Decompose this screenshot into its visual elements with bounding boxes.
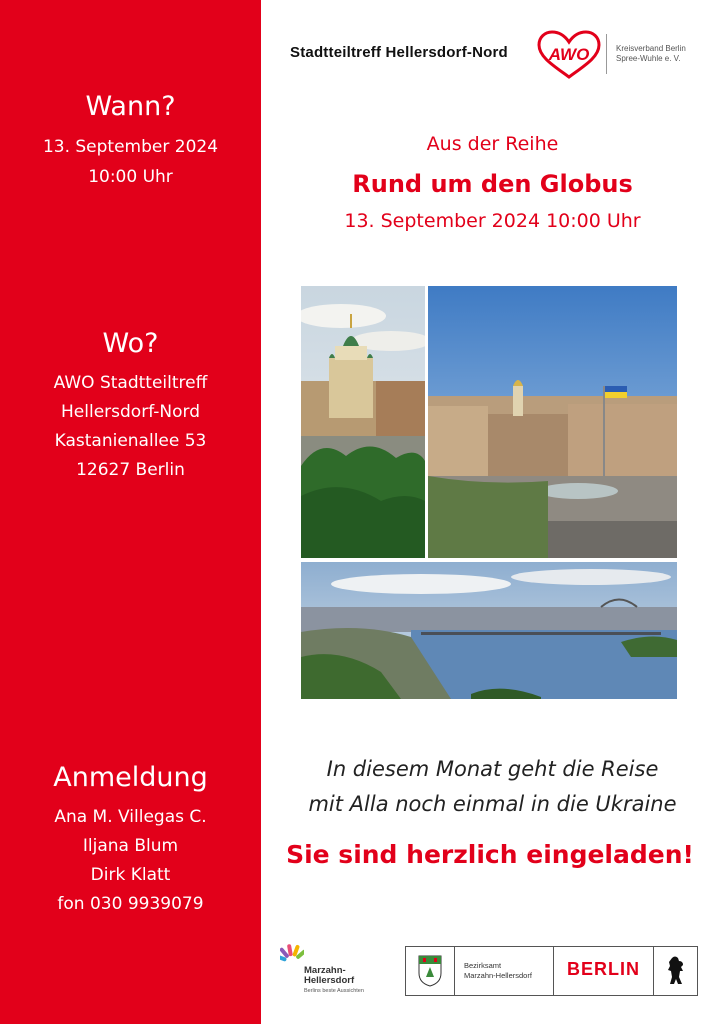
district-crest-icon (418, 955, 442, 987)
header-divider (606, 34, 607, 74)
when-date: 13. September 2024 (42, 137, 219, 157)
awo-subtitle (616, 44, 686, 64)
bezirksamt-berlin-logo (405, 946, 698, 996)
when-section (0, 90, 261, 192)
photo-river-panorama (301, 562, 677, 699)
registration-heading: Anmeldung (53, 762, 208, 793)
berlin-wordmark: BERLIN (567, 959, 640, 979)
header (280, 30, 710, 80)
registration-contact: Dirk Klatt (90, 865, 171, 885)
when-heading: Wann? (85, 91, 176, 122)
where-line: Kastanienallee 53 (54, 431, 207, 451)
where-line: 12627 Berlin (76, 460, 185, 480)
awo-sub-line: Spree-Wuhle e. V. (616, 54, 681, 63)
series-title: Rund um den Globus (352, 170, 633, 198)
where-heading: Wo? (102, 328, 159, 359)
when-time: 10:00 Uhr (88, 167, 173, 187)
mh-tagline: Berlins beste Aussichten (304, 988, 364, 994)
where-line: AWO Stadtteiltreff (53, 373, 208, 393)
invitation-text: Sie sind herzlich eingeladen! (286, 840, 694, 869)
marzahn-hellersdorf-logo (280, 942, 390, 998)
registration-contact: Iljana Blum (82, 836, 179, 856)
berlin-bear-icon (663, 955, 689, 987)
footer-divider (454, 947, 455, 995)
info-sidebar (0, 0, 261, 1024)
awo-logo (534, 30, 604, 80)
photo-church (301, 286, 425, 558)
mh-rays-icon (280, 944, 304, 974)
org-title: Stadtteiltreff Hellersdorf-Nord (290, 44, 508, 61)
bezirksamt-line: Bezirksamt (464, 961, 502, 970)
registration-contact: Ana M. Villegas C. (54, 807, 207, 827)
photo-independence-square (428, 286, 677, 558)
mh-name-line: Marzahn- (304, 965, 346, 976)
where-section (0, 327, 261, 485)
mh-name (304, 966, 354, 986)
series-label: Aus der Reihe (426, 133, 559, 155)
bezirksamt-line: Marzahn-Hellersdorf (464, 971, 532, 980)
mh-name-line: Hellersdorf (304, 975, 355, 986)
awo-sub-line: Kreisverband Berlin (616, 44, 686, 53)
awo-logo-text: AWO (548, 45, 590, 64)
series-date: 13. September 2024 10:00 Uhr (344, 210, 641, 232)
description-line: In diesem Monat geht die Reise (326, 757, 659, 781)
footer-divider (653, 947, 654, 995)
registration-phone: fon 030 9939079 (57, 894, 204, 914)
registration-section (0, 761, 261, 919)
bezirksamt-name (464, 961, 532, 981)
description-line: mit Alla noch einmal in die Ukraine (308, 792, 677, 816)
where-line: Hellersdorf-Nord (61, 402, 200, 422)
